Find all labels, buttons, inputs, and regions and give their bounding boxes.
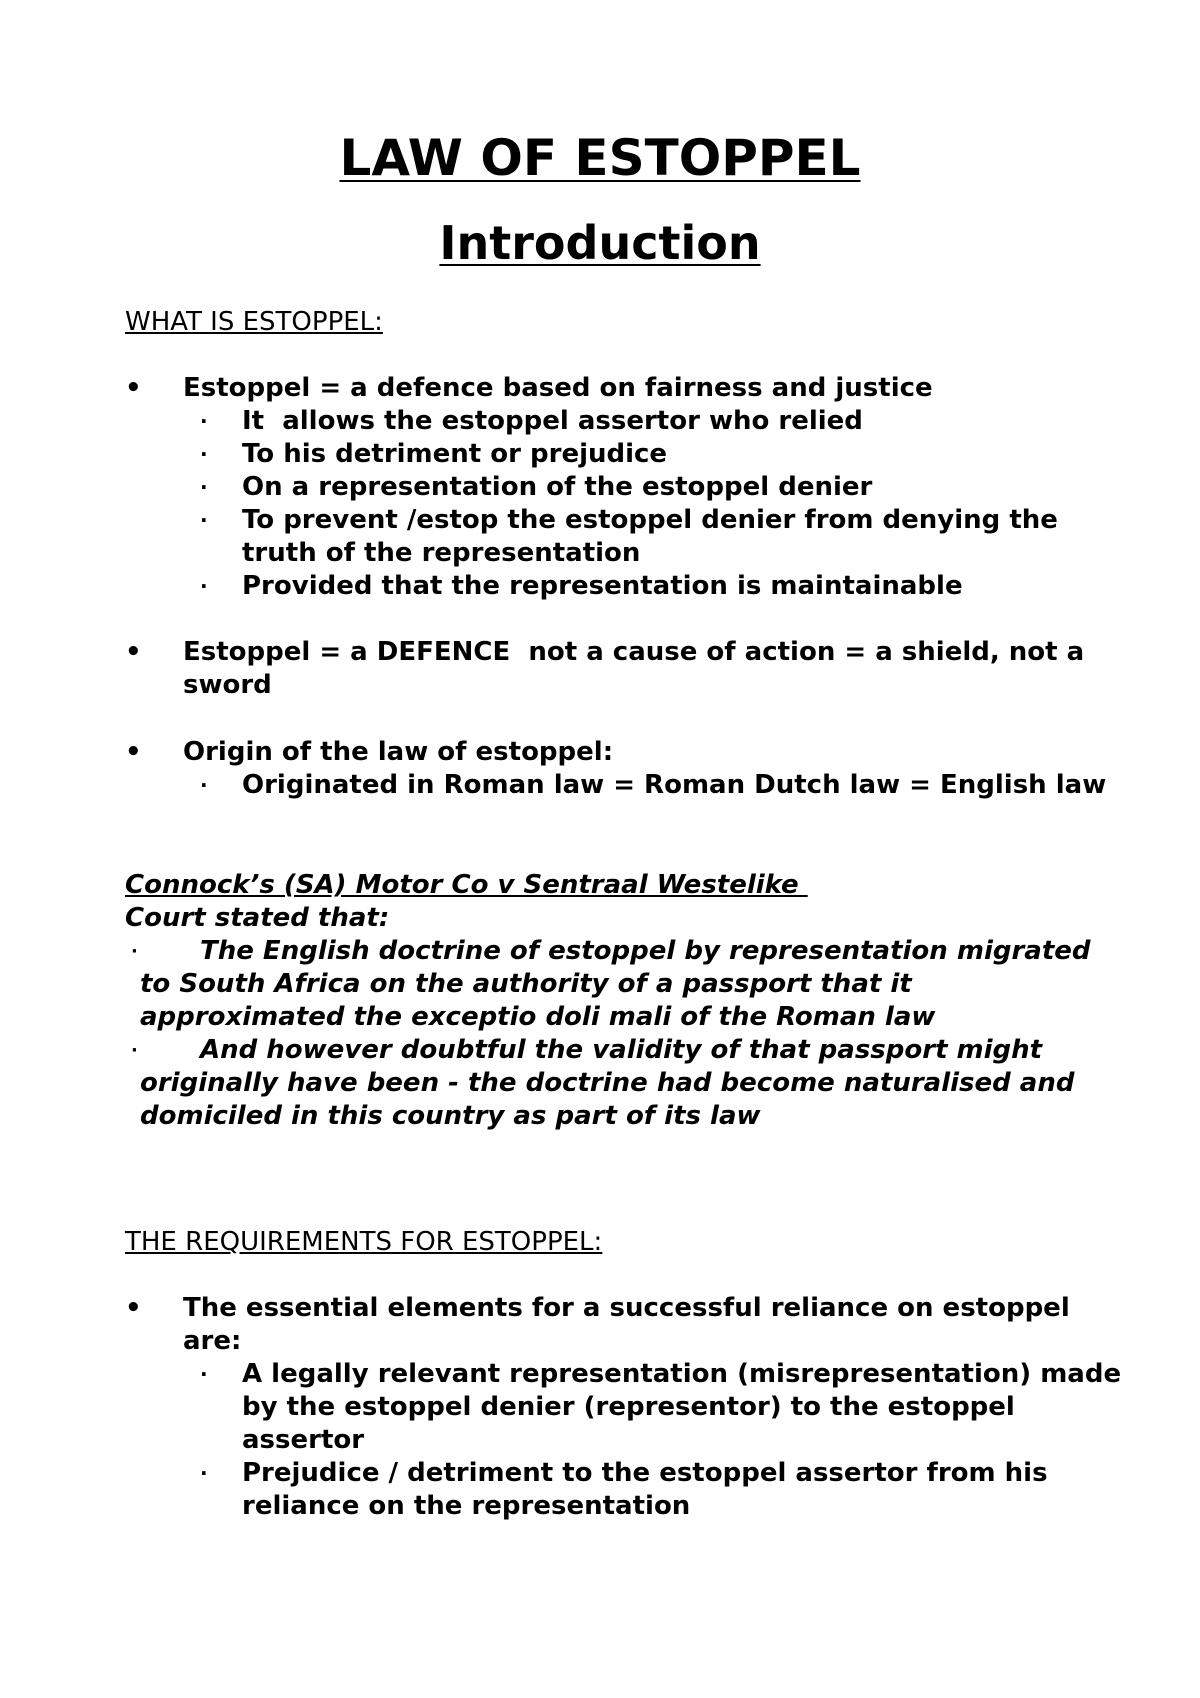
bullet-marker: •	[125, 373, 142, 403]
list-item	[125, 636, 1125, 702]
bullet-marker: •	[125, 1293, 142, 1323]
bullet-marker: •	[125, 637, 142, 667]
bullet-marker: •	[125, 737, 142, 767]
sub-bullet-marker: ·	[200, 508, 208, 532]
sub-bullet-marker: ·	[200, 773, 208, 797]
sub-bullet-text: It allows the estoppel assertor who relied	[242, 406, 863, 436]
section-heading-requirements: THE REQUIREMENTS FOR ESTOPPEL:	[125, 1227, 603, 1257]
case-point	[125, 1034, 1125, 1133]
case-point-marker: ·	[131, 941, 138, 962]
case-point	[125, 935, 1125, 1034]
sub-bullet-text: On a representation of the estoppel denier	[242, 472, 873, 502]
bullet-text: Origin of the law of estoppel:	[183, 737, 614, 767]
list-item	[125, 372, 1125, 405]
bullet-list-defence	[125, 636, 1125, 702]
list-item	[125, 1292, 1125, 1358]
case-point-marker: ·	[131, 1040, 138, 1061]
bullet-text: The essential elements for a successful reliance on estoppel are:	[183, 1293, 1070, 1356]
bullet-list-origin	[125, 736, 1125, 802]
sub-list-item	[125, 471, 1125, 504]
sub-bullet-text: To prevent /estop the estoppel denier from denying the truth of the representation	[242, 505, 1058, 568]
sub-bullet-text: Provided that the representation is maintainable	[242, 571, 963, 601]
case-block	[125, 869, 1125, 1133]
sub-bullet-marker: ·	[200, 1461, 208, 1485]
sub-list-item	[125, 769, 1125, 802]
case-title: Connock’s (SA) Motor Co v Sentraal Westelike	[125, 870, 808, 900]
sub-bullet-marker: ·	[200, 574, 208, 598]
sub-list-item	[125, 438, 1125, 471]
sub-bullet-marker: ·	[200, 442, 208, 466]
sub-list-item	[125, 1358, 1125, 1457]
sub-bullet-marker: ·	[200, 475, 208, 499]
sub-list-item	[125, 504, 1125, 570]
document-subtitle: Introduction	[439, 216, 761, 270]
bullet-text: Estoppel = a defence based on fairness and justice	[183, 373, 933, 403]
sub-bullet-text: A legally relevant representation (misrepresentation) made by the estoppel denier (representor) to the estoppel assertor	[242, 1359, 1122, 1455]
bullet-text: Estoppel = a DEFENCE not a cause of action = a shield, not a sword	[183, 637, 1094, 700]
sub-bullet-marker: ·	[200, 409, 208, 433]
sub-bullet-marker: ·	[200, 1362, 208, 1386]
bullet-list-definition	[125, 372, 1125, 603]
case-intro: Court stated that:	[125, 903, 390, 933]
sub-list-item	[125, 570, 1125, 603]
section-heading-what-is-estoppel: WHAT IS ESTOPPEL:	[125, 307, 383, 337]
bullet-list-requirements	[125, 1292, 1125, 1523]
list-item	[125, 736, 1125, 769]
sub-bullet-text: Originated in Roman law = Roman Dutch law = English law	[242, 770, 1107, 800]
sub-bullet-text: To his detriment or prejudice	[242, 439, 668, 469]
case-point-text: And however doubtful the validity of that passport might originally have been - the doctrine had become naturalised and domiciled in this country as part of its law	[140, 1035, 1075, 1131]
sub-list-item	[125, 405, 1125, 438]
sub-list-item	[125, 1457, 1125, 1523]
document-title: LAW OF ESTOPPEL	[339, 129, 861, 187]
case-point-text: The English doctrine of estoppel by representation migrated to South Africa on the authority of a passport that it approximated the exceptio doli mali of the Roman law	[140, 936, 1091, 1032]
sub-bullet-text: Prejudice / detriment to the estoppel assertor from his reliance on the representation	[242, 1458, 1048, 1521]
